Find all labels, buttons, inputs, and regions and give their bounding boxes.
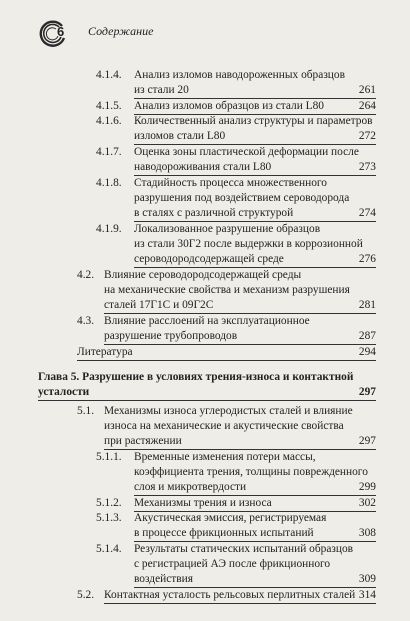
entry-number: 5.1.4. [96,543,122,555]
entry-title-line: Влияние расслоений на эксплуатационное [104,315,310,327]
entry-number: 5.1. [77,405,95,417]
entry-title-line: Контактная усталость рельсовых перлитных сталей [104,588,376,604]
entry-title-line: Оценка зоны пластической деформации после [134,146,359,158]
entry-title-line: из стали 30Г2 после выдержки в коррозионной [134,238,363,250]
entry-title-line: Акустическая эмиссия, регистрируемая [134,512,327,524]
entry-number: 4.1.4. [96,69,122,81]
entry-title-line: Глава 5. Разрушение в условиях трения-износа и контактной [38,371,354,383]
entry-title-line: в сталях с различной структурой [134,206,376,222]
entry-number: 5.1.2. [96,497,122,509]
entry-title-line: Влияние сероводородсодержащей среды [104,269,302,281]
entry-title-line: коэффициента трения, толщины поврежденного [134,466,368,478]
entry-title-line: износа на механические и акустические свойства [104,420,344,432]
page-number: 6 [57,24,65,39]
running-title: Содержание [88,24,154,38]
entry-title-line: изломов стали L80 [134,129,376,145]
entry-title-line: усталости [38,385,376,401]
entry-title-line: Анализ изломов наводороженных образцов [134,69,345,81]
entry-title-line: сероводородсодержащей среде [134,252,376,268]
entry-title-line: Количественный анализ структуры и параметров [134,115,373,127]
entry-title-line: Механизмы трения и износа [134,496,376,512]
entry-title-line: Стадийность процесса множественного [134,177,327,189]
entry-title-line: на механические свойства и механизм разрушения [104,284,350,296]
entry-title-line: в процессе фрикционных испытаний [134,526,376,542]
entry-title-line: Литература [77,345,376,361]
entry-title-line: Анализ изломов образцов из стали L80 [134,99,376,115]
entry-number: 4.3. [77,315,95,327]
entry-title-line: разрушения под воздействием сероводорода [134,192,350,204]
entry-title-line: слоя и микротвердости [134,480,376,496]
entry-number: 4.2. [77,269,95,281]
entry-title-line: с регистрацией АЭ после фрикционного [134,558,331,570]
entry-title-line: из стали 20 [134,83,376,99]
entry-number: 4.1.8. [96,177,122,189]
entry-number: 4.1.9. [96,223,122,235]
entry-number: 4.1.6. [96,115,122,127]
entry-title-line: Временные изменения потери массы, [134,451,316,463]
entry-title-line: воздействия [134,572,376,588]
entry-title-line: Локализованное разрушение образцов [134,223,321,235]
entry-number: 5.1.1. [96,451,122,463]
entry-title-line: наводороживания стали L80 [134,160,376,176]
entry-title-line: Механизмы износа углеродистых сталей и влияние [104,405,353,417]
entry-number: 4.1.5. [96,100,122,112]
entry-number: 4.1.7. [96,146,122,158]
entry-number: 5.2. [77,589,95,601]
entry-number: 5.1.3. [96,512,122,524]
entry-title-line: сталей 17Г1С и 09Г2С [104,298,376,314]
entry-title-line: разрушение трубопроводов [104,329,376,345]
entry-title-line: при растяжении [104,434,376,450]
entry-title-line: Результаты статических испытаний образцов [134,543,354,555]
